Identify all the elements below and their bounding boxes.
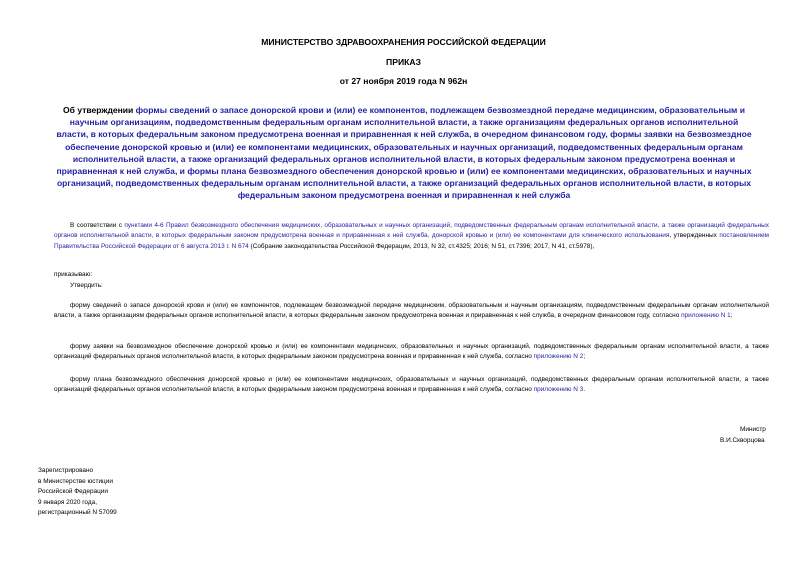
item-1-text: форму сведений о запасе донорской крови и (или) ее компонентов, подлежащем безвозмездной передаче медицинским, образовательным и научным организациям, подведомственным федеральным органам исполнительной власти, а также организациям федеральных органов исполнительной власти, в которых федеральным законом предусмотрена военная и приравненная к ней служба, в очередном финансовом году, согласно [54,302,769,320]
order-word: приказываю: [54,271,93,278]
registration-block [38,466,117,519]
registration-line: 9 января 2020 года, [38,498,97,506]
date-number-heading: от 27 ноября 2019 года N 962н [339,76,468,86]
title-link[interactable]: формы сведений о запасе донорской крови и (или) ее компонентов, подлежащем безвозмездной передаче медицинским, образовательным и научным организациям, подведомственным федеральным органам исполнительной власти, а также организациям федеральных органов исполнительной власти, в которых федеральным законом предусмотрена военная и приравненная к ней служба, в очередном финансовом году, формы заявки на безвозмездное обеспечение донорской кровью и (или) ее компонентами медицинских, образовательных и научных организаций, подведомственных федеральным органам исполнительной власти, а также организаций федеральных органов исполнительной власти, в которых федеральным законом предусмотрена военная и приравненная к ней служба, и формы плана безвозмездного обеспечения донорской кровью и (или) ее компонентами медицинских, образовательных и научных организаций, подведомственных федеральным органам исполнительной власти, а также организаций федеральных органов исполнительной власти, в которых федеральным законом предусмотрена военная и приравненная к ней служба [56,105,752,201]
appendix-1-link[interactable]: приложению N 1 [681,312,731,320]
list-item [54,375,769,396]
doc-type-heading: ПРИКАЗ [386,57,421,67]
resolution-link[interactable]: постановлением Правительства Российской Федерации от 6 августа 2013 г. N 674 [54,232,769,250]
item-3-text: форму плана безвозмездного обеспечения донорской кровью и (или) ее компонентами медицинских, образовательных и научных организаций, подведомственных федеральным органам исполнительной власти, а также организаций федеральных органов исполнительной власти, в которых федеральным законом предусмотрена военная и приравненная к ней служба, согласно [54,376,769,394]
preamble-text-2: , утвержденных [669,232,720,240]
signer-name: В.И.Скворцова [720,436,765,444]
registration-line: Российской Федерации [38,488,109,496]
item-3-end: . [583,386,586,394]
registration-line: Зарегистрировано [38,467,94,474]
rules-link[interactable]: пунктами 4-6 Правил безвозмездного обеспечения медицинских, образовательных и научных организаций, подведомственных федеральным органам исполнительной власти, а также организаций федеральных органов исполнительной власти, в которых федеральным законом предусмотрена военная и приравненная к ней служба, донорской кровью и (или) ее компонентами для клинического использования [54,222,769,240]
appendix-3-link[interactable]: приложению N 3 [533,386,584,394]
list-item [54,342,769,363]
preamble-paragraph [54,221,769,252]
list-item [54,301,769,322]
registration-line: в Министерстве юстиции [38,477,113,485]
registration-line: регистрационный N 57099 [38,509,117,517]
approve-word: Утвердить: [70,282,103,289]
signer-position: Министр [740,426,766,433]
item-1-end: ; [730,312,733,320]
preamble-text-3: (Собрание законодательства Российской Федерации, 2013, N 32, ст.4325; 2016; N 51, ст.7396; 2017, N 41, ст.5978), [248,242,595,250]
signature-block [720,425,807,446]
preamble-text-1: В соответствии с [70,222,125,229]
appendix-2-link[interactable]: приложению N 2 [533,353,584,361]
title-prefix: Об утверждении [63,105,136,115]
item-2-text: форму заявки на безвозмездное обеспечение донорской кровью и (или) ее компонентами медицинских, образовательных и научных организаций, подведомственных федеральным органам исполнительной власти, а также организаций федеральных органов исполнительной власти, в которых федеральным законом предусмотрена военная и приравненная к ней служба, согласно [54,343,769,361]
document-title [54,104,754,202]
item-2-end: ; [583,353,586,361]
ministry-heading: МИНИСТЕРСТВО ЗДРАВООХРАНЕНИЯ РОССИЙСКОЙ ФЕДЕРАЦИИ [261,37,546,47]
